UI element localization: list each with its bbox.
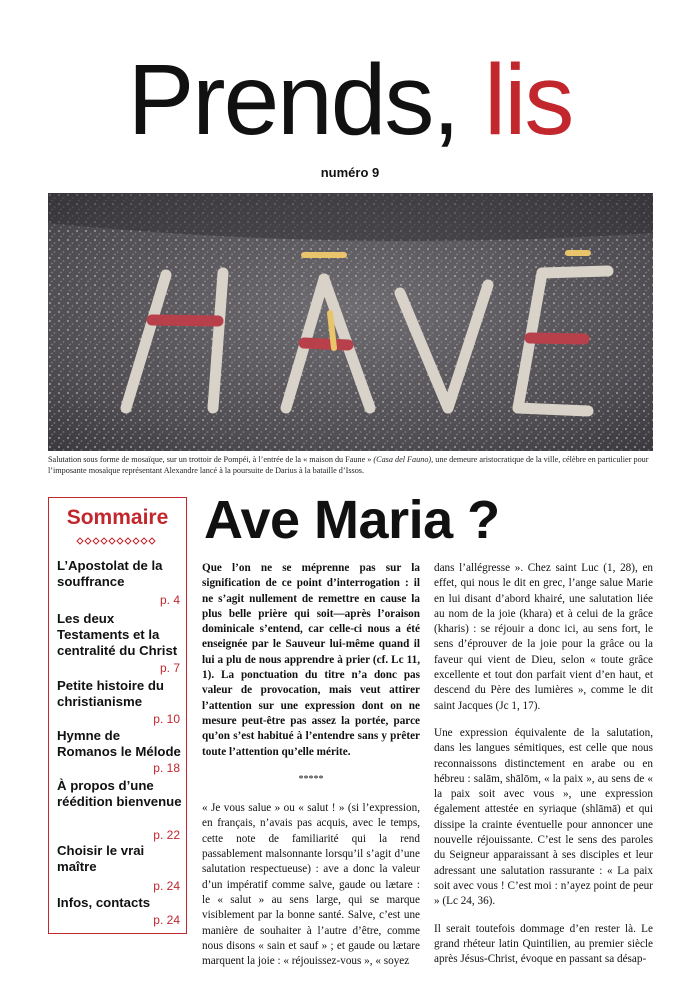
toc-page: p. 18 bbox=[153, 761, 180, 775]
title-accent: lis bbox=[458, 44, 573, 156]
publication-title bbox=[0, 40, 700, 160]
toc-item[interactable]: Infos, contacts bbox=[57, 895, 151, 910]
toc-page: p. 7 bbox=[159, 661, 180, 675]
photo-caption bbox=[48, 455, 653, 476]
toc-page: p. 22 bbox=[153, 828, 180, 842]
article-lead: Que l’on ne se méprenne pas sur la signification de ce point d’interrogation : il ne s’agit nullement de remettre en cause la plus belle prière qui soit—après l’oraison dominicale s’entend, car celle-ci nous a été enseignée par le Sauveur lui-même quand il lui a plu de nous apprendre à prier (cf. Lc 11, 1). La ponctuation du titre n’a donc pas valeur de provocation, mais veut attirer l’attention sur une expression dont on ne mesure peut-être pas assez la portée, parce qu’on s’est habitué à l’entendre sans y prêter toute l’attention qu’elle mérite. bbox=[202, 562, 420, 758]
caption-italic: (Casa del Fauno) bbox=[373, 455, 432, 464]
masthead bbox=[0, 40, 700, 160]
issue-number: numéro 9 bbox=[320, 165, 380, 180]
caption-text-end: , une demeure aristocratique de la ville, célèbre en particulier pour l’imposante mosaïque représentant Alexandre lancé à la poursuite de Darius à la bataille d’Issos. bbox=[48, 455, 649, 475]
toc-item[interactable]: Petite histoire du christianisme bbox=[57, 678, 164, 709]
toc-item[interactable]: Les deux Testaments et la centralité du Christ bbox=[57, 611, 178, 658]
article-headline: Ave Maria ? bbox=[204, 490, 500, 550]
toc-page: p. 24 bbox=[153, 913, 180, 927]
separator: ***** bbox=[298, 773, 324, 785]
toc-item[interactable]: Hymne de Romanos le Mélode bbox=[57, 728, 181, 759]
caption-text: Salutation sous forme de mosaïque, sur un trottoir de Pompéi, à l’entrée de la « maison du Faune » bbox=[48, 455, 374, 464]
article-paragraph: Une expression équivalente de la salutation, dans les langues sémitiques, est celle que nous reconnaissons distinctement en arabe ou en hébreu : salām, shālōm, « la paix », au sens de « la paix soit avec vous », une expression également attestée en syriaque (shlāmā) et qui dissipe la crainte éventuelle pour annoncer une nouvelle réjouissante. C’est le sens des paroles du Seigneur apparaissant à ses disciples et leur adressant une salutation rassurante : « La paix soit avec vous ! C’est moi : n’ayez point de peur » (Lc 24, 36). bbox=[434, 726, 653, 908]
toc-page: p. 4 bbox=[159, 593, 180, 607]
mosaic-image bbox=[48, 193, 653, 451]
article-column-2 bbox=[434, 561, 653, 967]
toc-item[interactable]: L’Apostolat de la souffrance bbox=[57, 558, 163, 589]
article-column-1 bbox=[202, 561, 420, 969]
article-paragraph: « Je vous salue » ou « salut ! » (si l’expression, en français, n’avais pas acquis, avec le temps, cette note de familiarité qui la rend passablement malsonnante lorsqu’il s’agit d’une salutation respectueuse) : ave a donc la valeur d’un impératif comme salve, gaude ou lætare : le « salut » au sens large, qui se marque visiblement par la bonne santé. Salve, c’est une manière de souhaiter à l’autre d’être, comme nous disons « sain et sauf » ; et gaude ou lætare marquent la joie : « réjouissez-vous », « soyez bbox=[202, 802, 420, 968]
table-of-contents bbox=[48, 497, 187, 934]
toc-title: Sommaire bbox=[66, 506, 169, 529]
cover-photo bbox=[48, 193, 653, 451]
title-main: Prends, bbox=[127, 44, 459, 156]
toc-item[interactable]: À propos d’une réédition bienvenue bbox=[57, 778, 182, 809]
toc-item[interactable]: Choisir le vrai maître bbox=[57, 843, 145, 874]
ornament-icon bbox=[75, 537, 161, 545]
toc-page: p. 24 bbox=[153, 879, 180, 893]
toc-page: p. 10 bbox=[153, 712, 180, 726]
article-paragraph: dans l’allégresse ». Chez saint Luc (1, 28), en effet, qui nous le dit en grec, l’ange salue Marie en lui disant d’abord khairé, une salutation liée au nom de la joie (khara) et à celui de la grâce (kharis) : se réjouir a donc ici, au sens fort, le sens d’éprouver de la joie pour la grâce ou la faveur qui vient de Dieu, selon « toute grâce excellente et tout don parfait vient d’en haut, et descend du Père des lumières », comme le dit saint Jacques (Jc 1, 17). bbox=[434, 562, 653, 712]
article-paragraph: Il serait toutefois dommage d’en rester là. Le grand rhéteur latin Quintilien, au premier siècle après Jésus-Christ, évoque en passant sa désap- bbox=[434, 922, 653, 966]
